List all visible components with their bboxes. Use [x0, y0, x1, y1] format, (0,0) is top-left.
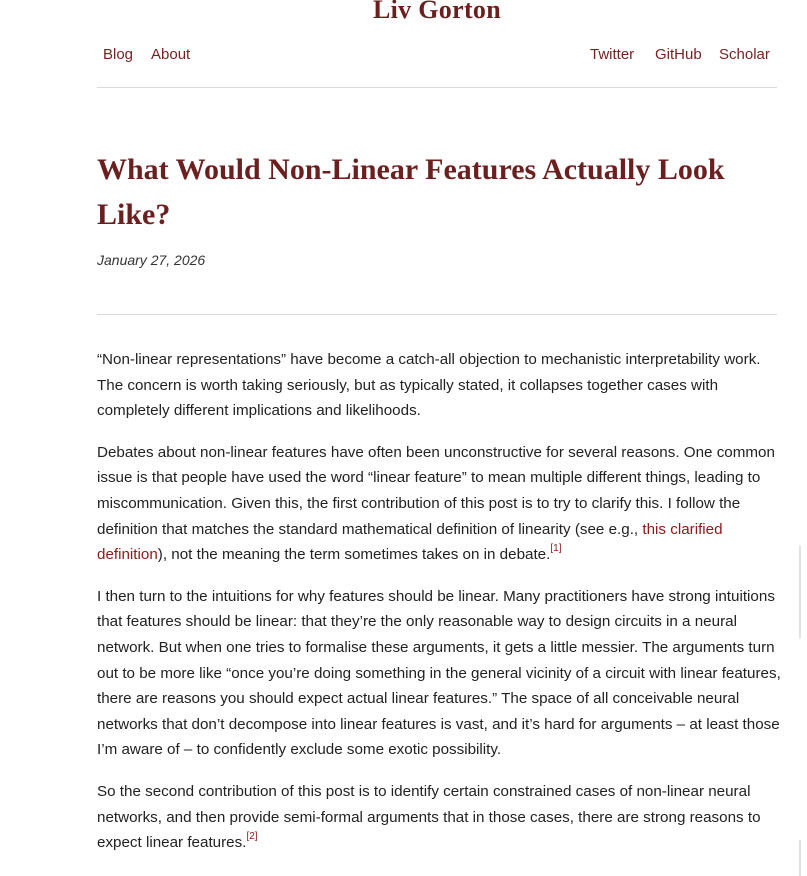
- paragraph-2-text-end: ), not the meaning the term sometimes takes on in debate.: [157, 546, 551, 564]
- nav-twitter-link[interactable]: Twitter: [590, 46, 635, 63]
- nav-blog-link[interactable]: Blog: [103, 46, 134, 63]
- footnote-2-link[interactable]: [2]: [246, 831, 258, 843]
- footnote-1-link[interactable]: [1]: [550, 543, 562, 555]
- paragraph-1: “Non-linear representations” have become a catch-all objection to mechanistic interpretability work. The concern is worth taking seriously, but as typically stated, it collapses together cases with completely different implications and likelihoods.: [97, 351, 761, 420]
- paragraph-2-text-start: Debates about non-linear features have often been unconstructive for several reasons. One common issue is that people have used the word “linear feature” to mean multiple different things, leading to miscommunication. Given this, the first contribution of this post is to try to clarify this. I follow the definition that matches the standard mathematical definition of linearity (see e.g.,: [97, 443, 775, 538]
- paragraph-2: [97, 440, 781, 568]
- post-title: What Would Non-Linear Features Actually Look Like?: [97, 153, 725, 231]
- post-date: January 27, 2026: [97, 252, 206, 268]
- post-content: [97, 347, 781, 872]
- nav-about-link[interactable]: About: [151, 46, 191, 63]
- paragraph-3: I then turn to the intuitions for why features should be linear. Many practitioners have strong intuitions that features should be linear: that they’re the only reasonable way to design circuits in a neural network. But when one tries to formalise these arguments, it gets a little messier. The arguments turn out to be more like “once you’re doing something in the general vicinity of a circuit with linear features, there are reasons you should expect actual linear features.” The space of all conceivable neural networks that don’t decompose into linear features is vast, and it’s hard for arguments – at least those I’m aware of – to confidently exclude some exotic possibility.: [97, 587, 781, 759]
- sidenote-edge-marker: [799, 546, 801, 638]
- top-nav: [97, 44, 777, 68]
- site-title[interactable]: Liv Gorton: [373, 0, 501, 24]
- nav-scholar-link[interactable]: Scholar: [719, 46, 770, 63]
- clarified-definition-link[interactable]: this clarified definition: [97, 520, 723, 564]
- nav-github-link[interactable]: GitHub: [655, 46, 702, 63]
- paragraph-4: [97, 779, 781, 856]
- header-divider: [97, 87, 777, 88]
- title-divider: [97, 314, 777, 315]
- sidenote-edge-marker: [799, 840, 801, 876]
- paragraph-4-text: So the second contribution of this post is to identify certain constrained cases of non-linear neural networks, and then provide semi-formal arguments that in those cases, there are strong reasons to expect linear features.: [97, 782, 761, 852]
